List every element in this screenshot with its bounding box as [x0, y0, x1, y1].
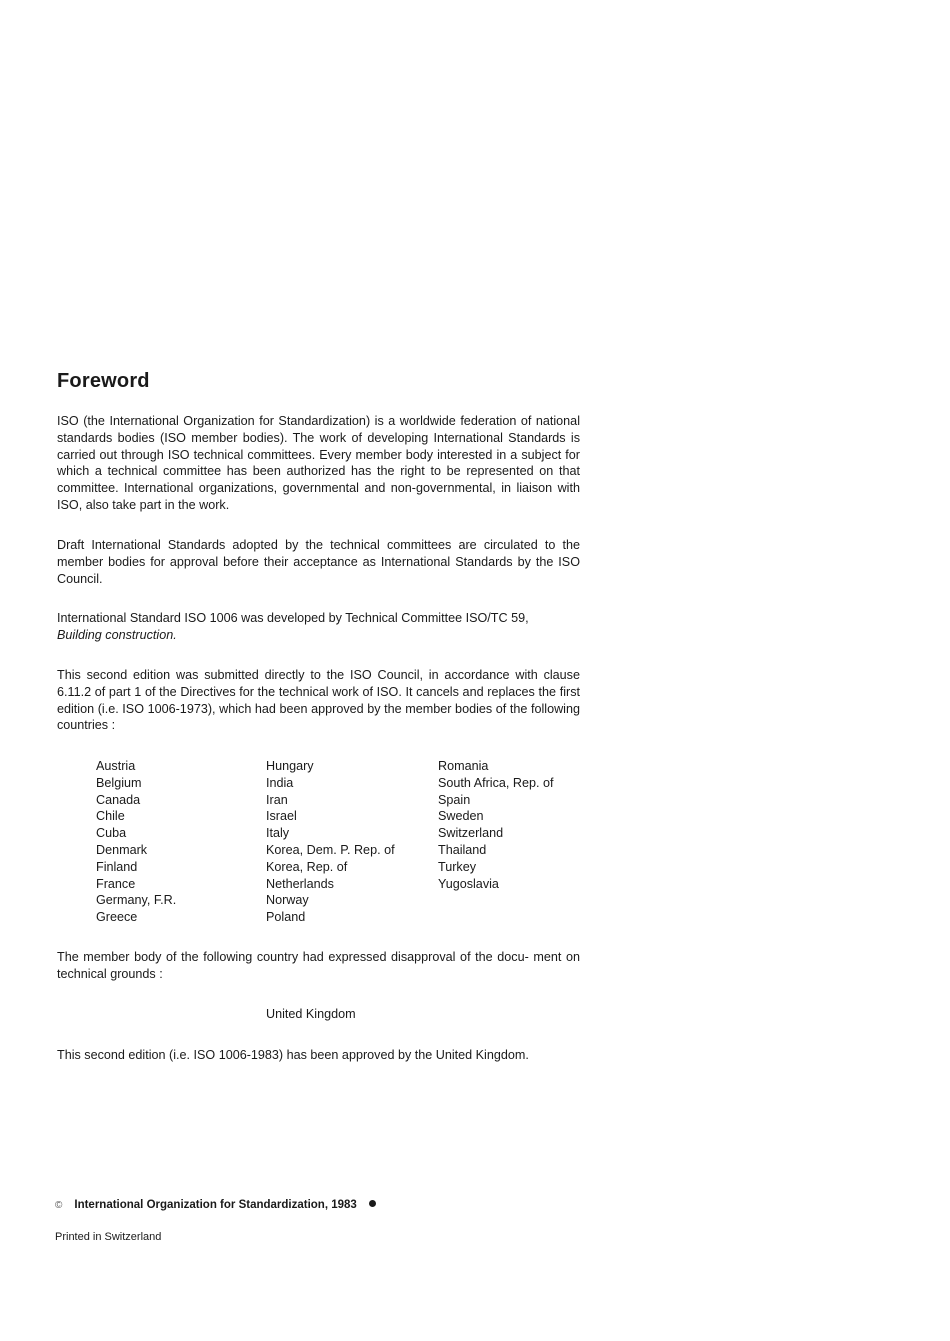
foreword-paragraph-2: Draft International Standards adopted by the technical committees are circulated to the member bodies for approval before their acceptance as International Standards by the ISO Council.	[57, 538, 580, 586]
country-item: Chile	[96, 809, 125, 824]
committee-title: Building construction.	[57, 627, 177, 642]
country-item: Iran	[266, 792, 288, 807]
approval-paragraph: This second edition (i.e. ISO 1006-1983) has been approved by the United Kingdom.	[57, 1048, 529, 1062]
copyright-text: International Organization for Standardization, 1983	[74, 1199, 357, 1211]
country-item: Korea, Dem. P. Rep. of	[266, 842, 395, 857]
copyright-icon: ©	[55, 1200, 63, 1211]
foreword-paragraph-1: ISO (the International Organization for Standardization) is a worldwide federation of national standards bodies (ISO member bodies). The work of developing International Standards is carried out through ISO technical committees. Every member body interested in a subject for which a technical committee has been authorized has the right to be represented on that committee. International organizations, governmental and non-governmental, in liaison with ISO, also take part in the work.	[57, 414, 580, 512]
country-item: Greece	[96, 910, 138, 925]
paragraph-3-text: International Standard ISO 1006 was developed by Technical Committee ISO/TC 59,	[57, 611, 529, 625]
countries-column-2	[266, 758, 395, 926]
country-item: Korea, Rep. of	[266, 859, 348, 874]
country-item: Spain	[438, 792, 471, 807]
printed-in: Printed in Switzerland	[55, 1231, 162, 1243]
country-item: Austria	[96, 759, 136, 773]
disapproval-paragraph: The member body of the following country had expressed disapproval of the docu- ment on technical grounds :	[57, 950, 580, 981]
country-item: Italy	[266, 826, 290, 841]
disapproving-country: United Kingdom	[266, 1007, 356, 1021]
country-item: Norway	[266, 893, 309, 908]
country-item: Israel	[266, 809, 297, 824]
page-title: Foreword	[57, 370, 150, 392]
country-item: France	[96, 876, 136, 891]
copyright-line	[55, 1199, 376, 1211]
country-item: Canada	[96, 792, 141, 807]
country-item: Netherlands	[266, 876, 334, 891]
country-item: Romania	[438, 759, 489, 773]
country-item: Finland	[96, 859, 138, 874]
foreword-paragraph-4: This second edition was submitted directly to the ISO Council, in accordance with clause 6.11.2 of part 1 of the Directives for the technical work of ISO. It cancels and replaces the first edition (i.e. ISO 1006-1973), which had been approved by the member bodies of the following countries :	[57, 668, 580, 733]
country-item: Yugoslavia	[438, 876, 499, 891]
country-item: Sweden	[438, 809, 484, 824]
bullet-icon	[369, 1200, 376, 1207]
country-item: Thailand	[438, 842, 487, 857]
country-item: Hungary	[266, 759, 314, 773]
country-item: Cuba	[96, 826, 127, 841]
country-item: South Africa, Rep. of	[438, 775, 554, 790]
countries-column-1	[96, 758, 176, 926]
country-item: Belgium	[96, 775, 142, 790]
country-item: Turkey	[438, 859, 477, 874]
country-item: Poland	[266, 910, 306, 925]
countries-column-3	[438, 758, 554, 892]
country-item: Switzerland	[438, 826, 504, 841]
foreword-paragraph-3	[57, 610, 580, 644]
country-item: India	[266, 775, 294, 790]
country-item: Denmark	[96, 842, 148, 857]
country-item: Germany, F.R.	[96, 893, 177, 908]
